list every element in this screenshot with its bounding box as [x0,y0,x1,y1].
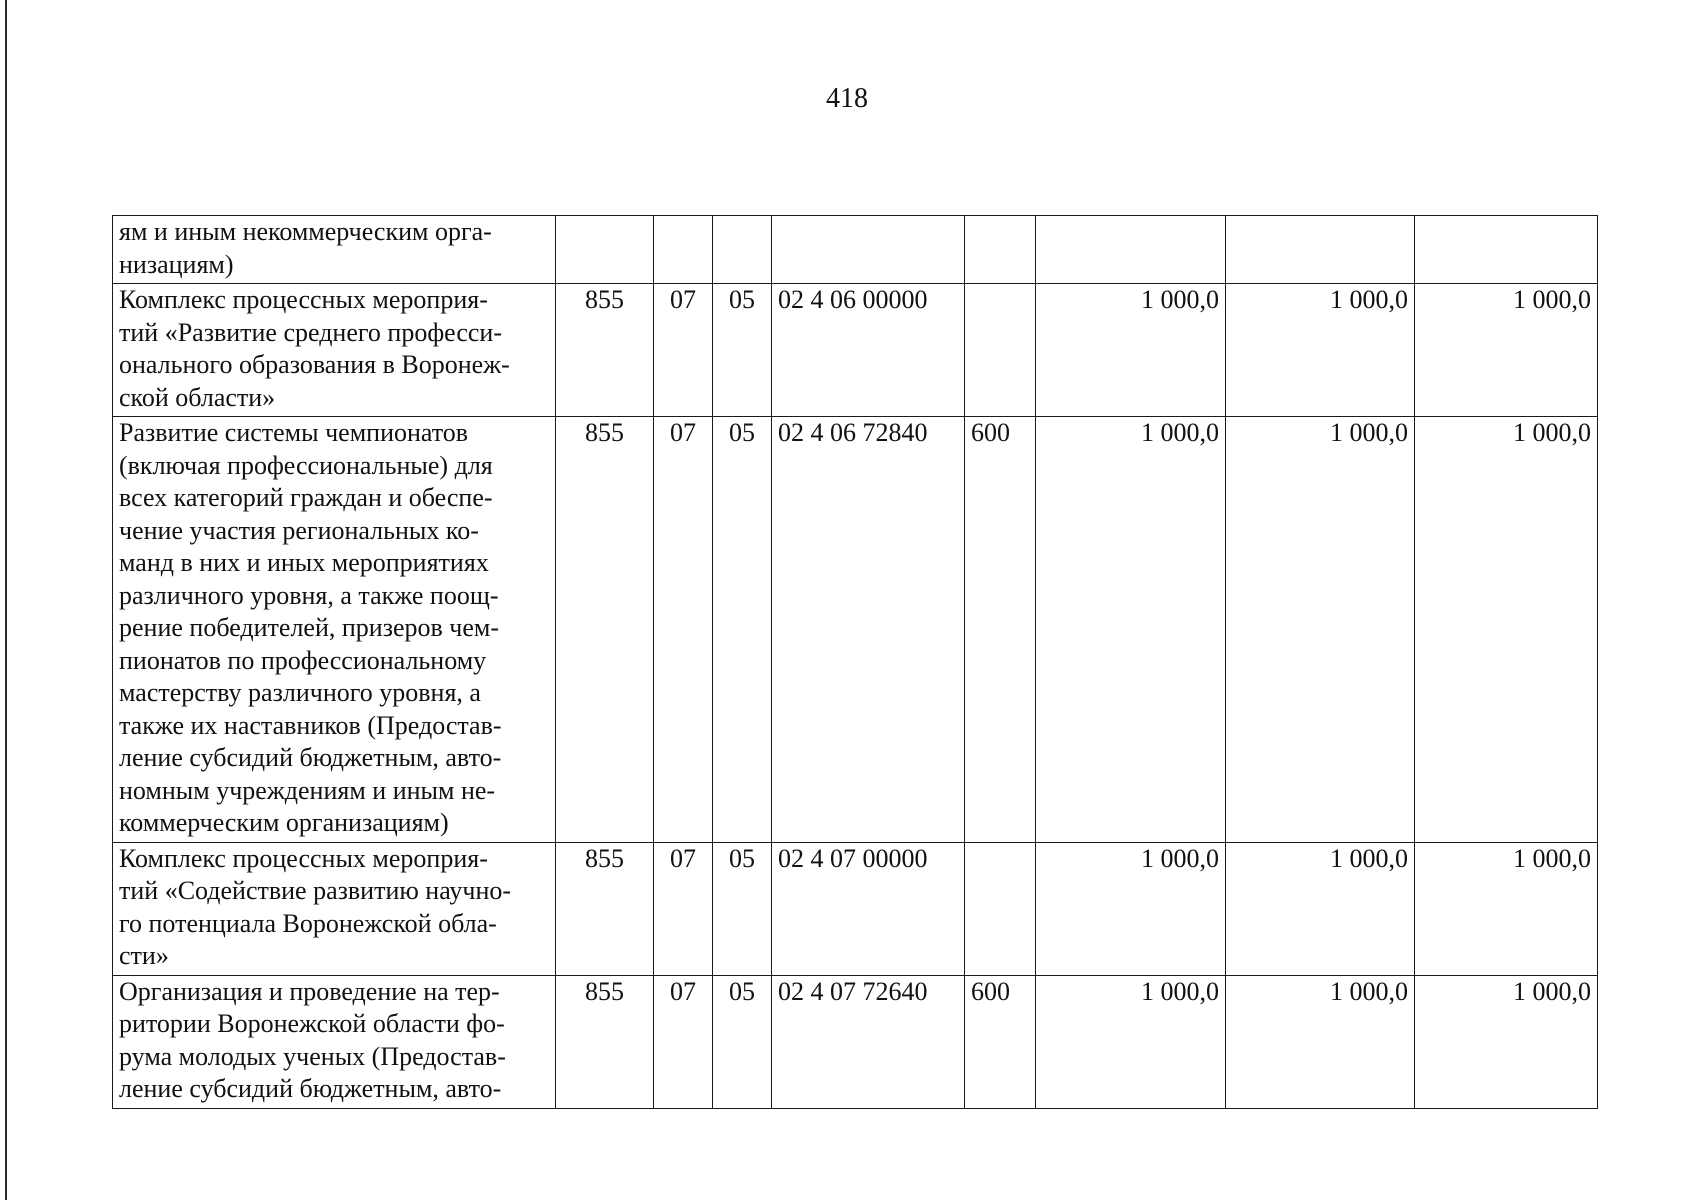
cell-admin-code: 855 [556,842,654,975]
cell-amount-year2: 1 000,0 [1226,975,1415,1108]
description-line: го потенциала Воронежской обла- [119,908,497,938]
cell-admin-code: 855 [556,417,654,843]
cell-amount-year1: 1 000,0 [1036,417,1226,843]
cell-target-item: 02 4 06 72840 [772,417,965,843]
cell-target-item [772,216,965,284]
description-line: чение участия региональных ко- [119,515,479,545]
cell-amount-year2: 1 000,0 [1226,417,1415,843]
description-line: ской области» [119,382,276,412]
cell-amount-year2: 1 000,0 [1226,284,1415,417]
description-line: Комплекс процессных мероприя- [119,843,488,873]
description-line: тий «Развитие среднего професси- [119,317,503,347]
cell-amount-year3: 1 000,0 [1415,842,1598,975]
cell-expense-type [965,216,1036,284]
description-line: ление субсидий бюджетным, авто- [119,743,502,772]
description-line: Развитие системы чемпионатов [119,418,469,447]
cell-subsection: 05 [713,842,772,975]
cell-expense-type [965,284,1036,417]
cell-description [113,284,556,417]
description-line: Комплекс процессных мероприя- [119,285,488,314]
description-line: Организация и проведение на тер- [119,976,500,1006]
table-row [113,975,1598,1108]
cell-amount-year3: 1 000,0 [1415,417,1598,843]
description-line: коммерческим организациям) [119,808,449,837]
table-row [113,417,1598,843]
description-line: различного уровня, а также поощ- [119,580,499,610]
cell-expense-type [965,842,1036,975]
cell-description [113,417,556,843]
cell-amount-year1 [1036,216,1226,284]
cell-section: 07 [654,975,713,1108]
description-line: рума молодых ученых (Предостав- [119,1041,506,1071]
cell-expense-type: 600 [965,975,1036,1108]
cell-description [113,842,556,975]
cell-target-item: 02 4 06 00000 [772,284,965,417]
description-line: номным учреждениям и иным не- [119,775,496,805]
cell-subsection [713,216,772,284]
cell-admin-code: 855 [556,284,654,417]
cell-subsection: 05 [713,417,772,843]
description-line: всех категорий граждан и обеспе- [119,483,493,512]
cell-subsection: 05 [713,284,772,417]
page-left-edge [5,0,7,1200]
description-line: низациям) [119,249,234,279]
description-line: ям и иным некоммерческим орга- [119,217,492,246]
cell-section: 07 [654,417,713,843]
description-line: также их наставников (Предостав- [119,710,502,740]
description-line: ритории Воронежской области фо- [119,1009,505,1038]
description-line: (включая профессиональные) для [119,450,493,480]
cell-amount-year1: 1 000,0 [1036,284,1226,417]
cell-subsection: 05 [713,975,772,1108]
cell-amount-year2 [1226,216,1415,284]
table-row [113,284,1598,417]
description-line: ление субсидий бюджетным, авто- [119,1074,502,1103]
table-row [113,216,1598,284]
cell-amount-year3: 1 000,0 [1415,975,1598,1108]
description-line: пионатов по профессиональному [119,645,487,675]
cell-amount-year1: 1 000,0 [1036,842,1226,975]
cell-description [113,975,556,1108]
description-line: рение победителей, призеров чем- [119,613,500,642]
cell-amount-year2: 1 000,0 [1226,842,1415,975]
table-body [113,216,1598,1109]
cell-amount-year3 [1415,216,1598,284]
cell-expense-type: 600 [965,417,1036,843]
cell-section: 07 [654,842,713,975]
description-line: онального образования в Воронеж- [119,350,510,379]
cell-admin-code [556,216,654,284]
description-line: манд в них и иных мероприятиях [119,548,489,577]
budget-table [112,215,1598,1109]
table-row [113,842,1598,975]
cell-amount-year3: 1 000,0 [1415,284,1598,417]
cell-target-item: 02 4 07 72640 [772,975,965,1108]
cell-section: 07 [654,284,713,417]
cell-admin-code: 855 [556,975,654,1108]
cell-amount-year1: 1 000,0 [1036,975,1226,1108]
cell-section [654,216,713,284]
cell-description [113,216,556,284]
cell-target-item: 02 4 07 00000 [772,842,965,975]
description-line: сти» [119,941,169,970]
description-line: мастерству различного уровня, а [119,678,481,707]
description-line: тий «Содействие развитию научно- [119,876,512,905]
page-number: 418 [826,83,868,114]
